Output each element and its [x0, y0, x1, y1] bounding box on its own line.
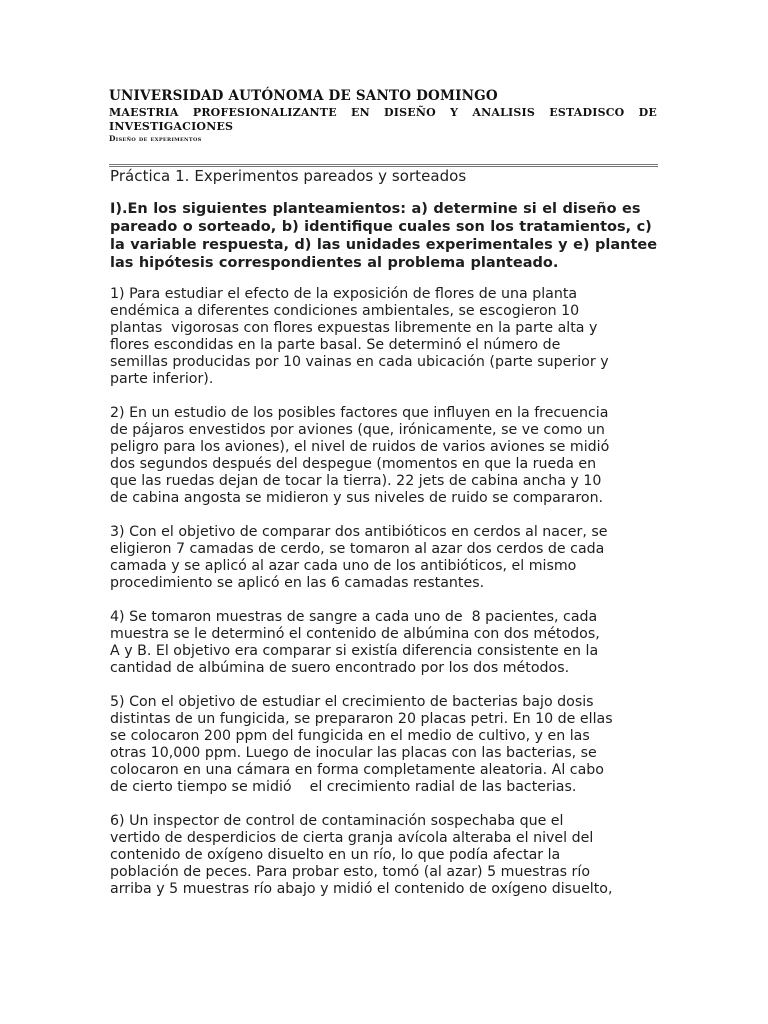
document-header [109, 88, 657, 145]
program-title: MAESTRIA PROFESIONALIZANTE EN DISEÑO Y ANALISIS ESTADISCO DE [109, 106, 657, 119]
problem-2: 2) En un estudio de los posibles factores que influyen en la frecuencia de pájaros envestidos por aviones (que, irónicamente, se ve como un peligro para los aviones), el nivel de ruidos de varios aviones se midió dos segundos después del despegue (momentos en que la rueda en que las ruedas dejan de tocar la tierra). 22 jets de cabina ancha y 10 de cabina angosta se midieron y sus niveles de ruido se compararon. [110, 405, 610, 506]
instructions-paragraph: I).En los siguientes planteamientos: a) determine si el diseño es pareado o sorteado, b) identifique cuales son los tratamientos, c) la variable respuesta, d) las unidades experimentales y e) plantee las hipótesis correspondientes al problema planteado. [110, 201, 658, 271]
problem-4: 4) Se tomaron muestras de sangre a cada uno de 8 pacientes, cada muestra se le determinó el contenido de albúmina con dos métodos, A y B. El objetivo era comparar si existía diferencia consistente en la cantidad de albúmina de suero encontrado por los dos métodos. [110, 609, 600, 676]
problem-5: 5) Con el objetivo de estudiar el crecimiento de bacterias bajo dosis distintas de un fungicida, se prepararon 20 placas petri. En 10 de ellas se colocaron 200 ppm del fungicida en el medio de cultivo, y en las otras 10,000 ppm. Luego de inocular las placas con las bacterias, se colocaron en una cámara en forma completamente aleatoria. Al cabo de cierto tiempo se midió el crecimiento radial de las bacterias. [110, 694, 613, 795]
program-title-continued: INVESTIGACIONES [109, 120, 234, 133]
problem-1: 1) Para estudiar el efecto de la exposición de flores de una planta endémica a diferentes condiciones ambientales, se escogieron 10 plantas vigorosas con flores expuestas libremente en la parte alta y flores escondidas en la parte basal. Se determinó el número de semillas producidas por 10 vainas en cada ubicación (parte superior y parte inferior). [110, 286, 609, 387]
practice-title: Práctica 1. Experimentos pareados y sorteados [110, 167, 467, 185]
problem-3: 3) Con el objetivo de comparar dos antibióticos en cerdos al nacer, se eligieron 7 camadas de cerdo, se tomaron al azar dos cerdos de cada camada y se aplicó al azar cada uno de los antibióticos, el mismo procedimiento se aplicó en las 6 camadas restantes. [110, 524, 608, 591]
problem-6: 6) Un inspector de control de contaminación sospechaba que el vertido de desperdicios de cierta granja avícola alteraba el nivel del contenido de oxígeno disuelto en un río, lo que podía afectar la población de peces. Para probar esto, tomó (al azar) 5 muestras río arriba y 5 muestras río abajo y midió el contenido de oxígeno disuelto, [110, 813, 613, 897]
course-name: Diseño de experimentos [109, 134, 202, 143]
document-body [110, 166, 660, 915]
university-name: UNIVERSIDAD AUTÓNOMA DE SANTO DOMINGO [109, 88, 498, 104]
